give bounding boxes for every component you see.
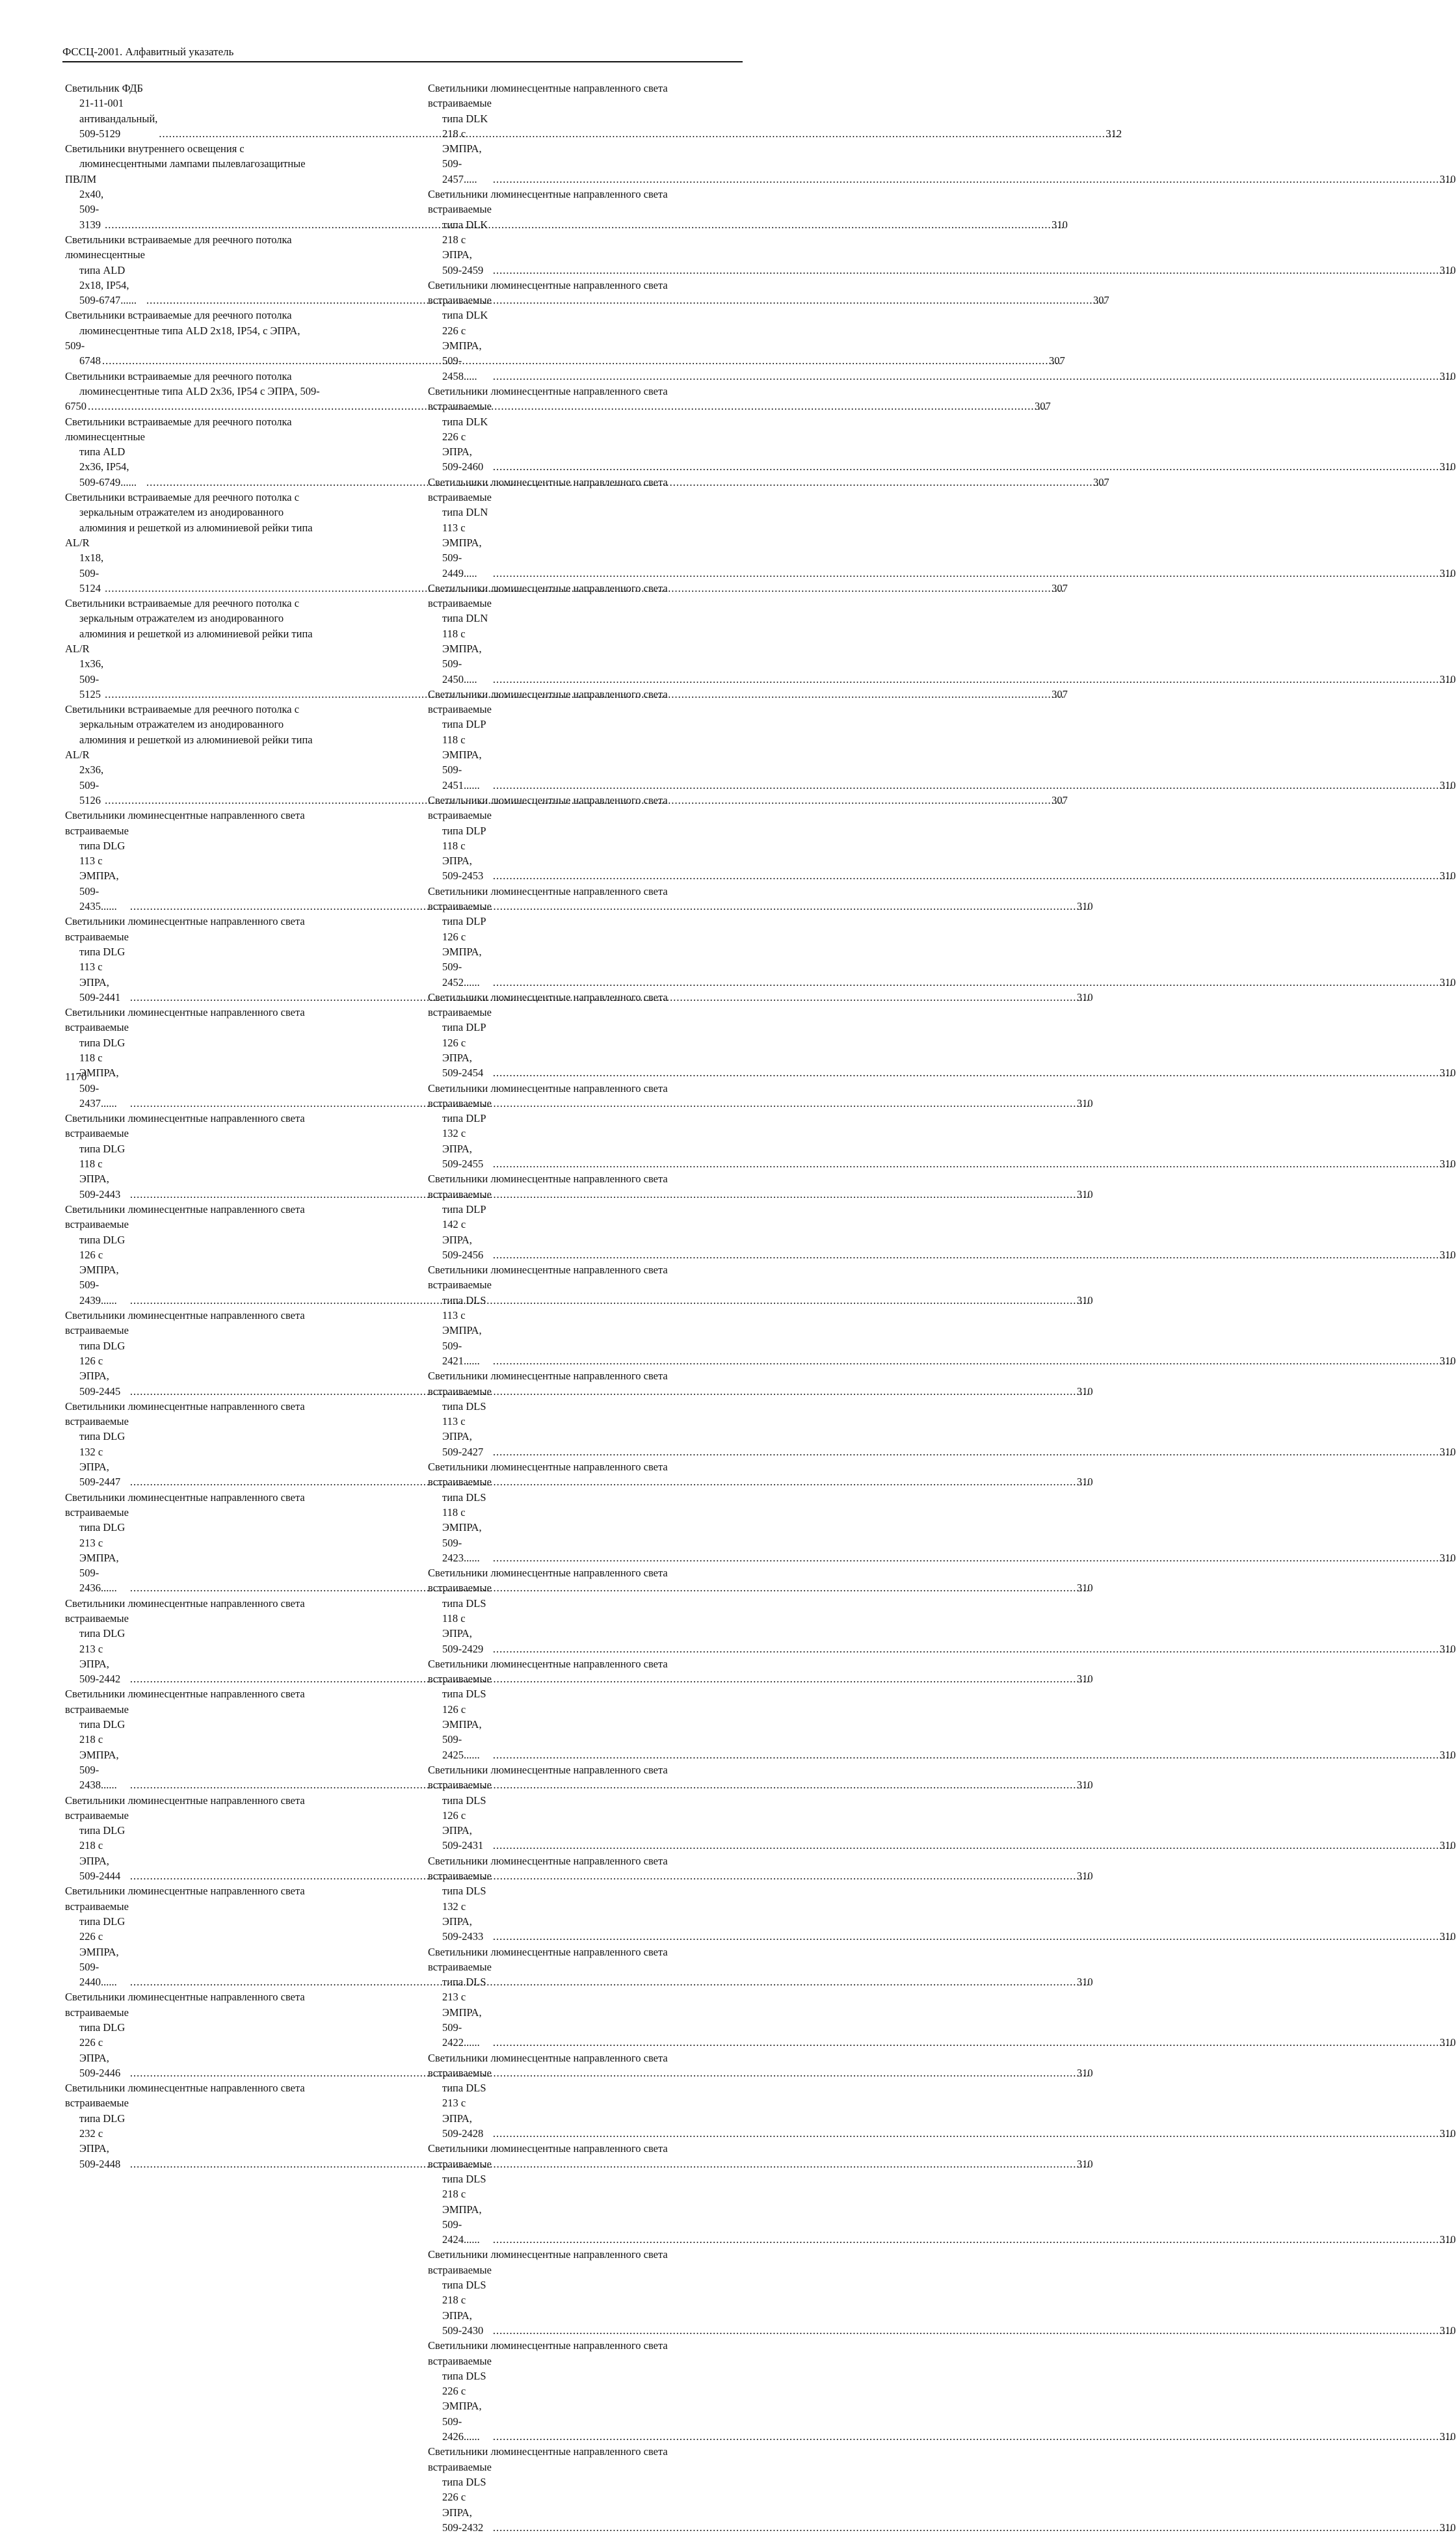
dot-leader (493, 2323, 1453, 2338)
entry-text: встраиваемые типа DLN 118 с ЭМПРА, 509-2450..... (428, 597, 492, 685)
entry-text: AL/R 1х36, 509-5125 (65, 642, 104, 700)
entry-page-number: 310 (1439, 2127, 1456, 2140)
entry-text-head: Светильники люминесцентные направленного света (428, 687, 668, 700)
dot-leader (493, 778, 1453, 793)
entry-page-number: 310 (1439, 1445, 1456, 1458)
dot-leader (493, 1838, 1453, 1853)
entry-text: 509-6748 (65, 339, 101, 367)
entry-text-head: Светильники внутреннего освещения с люминесцентными лампами пылевлагозащитные (65, 142, 306, 170)
entry-page-number: 310 (1076, 1779, 1093, 1792)
entry-text-head: Светильники встраиваемые для реечного потолка с зеркальным отражателем из анодированного алюминия и решеткой из алюминиевой рейки типа (65, 703, 313, 746)
dot-leader (493, 459, 1453, 474)
page-number: 1170 (65, 1070, 87, 1083)
entry-text-head: Светильники люминесцентные направленного света (65, 1885, 305, 1898)
entry-text: встраиваемые типа DLG 118 с ЭПРА, 509-2443 (65, 1127, 129, 1201)
entry-text: встраиваемые типа DLS 118 с ЭПРА, 509-2429 (428, 1582, 492, 1655)
entry-text-head: Светильники люминесцентные направленного света (428, 188, 668, 201)
entry-text: встраиваемые типа DLG 113 с ЭМПРА, 509-2435...... (65, 824, 129, 913)
entry-text: встраиваемые типа DLS 213 с ЭПРА, 509-2428 (428, 2066, 492, 2140)
index-entry (428, 1656, 1456, 1762)
entry-page-number: 312 (1105, 127, 1122, 140)
entry-page-number: 307 (1052, 581, 1068, 594)
entry-text: встраиваемые типа DLG 218 с ЭПРА, 509-2444 (65, 1809, 129, 1883)
entry-text-head: Светильники люминесцентные направленного света (428, 1567, 668, 1580)
entry-text-head: Светильники люминесцентные направленного света (65, 1400, 305, 1413)
dot-leader (493, 566, 1453, 581)
entry-text: встраиваемые типа DLP 118 с ЭМПРА, 509-2451...... (428, 703, 492, 791)
entry-page-number: 310 (1439, 778, 1456, 791)
entry-text-head: Светильники люминесцентные направленного света (65, 809, 305, 822)
entry-text: встраиваемые типа DLP 142 с ЭПРА, 509-2456 (428, 1188, 492, 1261)
index-entry (428, 1944, 1456, 2051)
entry-page-number: 307 (1049, 354, 1065, 367)
index-entry (428, 884, 1456, 990)
dot-leader (493, 2232, 1453, 2247)
entry-text-head: Светильники люминесцентные направленного света (65, 1688, 305, 1701)
entry-text: встраиваемые типа DLG 113 с ЭПРА, 509-2441 (65, 930, 129, 1003)
entry-text: встраиваемые типа DLK 226 с ЭМПРА, 509-2458..... (428, 294, 492, 382)
entry-text-head: Светильники встраиваемые для реечного потолка с зеркальным отражателем из анодированного алюминия и решеткой из алюминиевой рейки типа (65, 491, 313, 534)
entry-text-head: Светильники люминесцентные направленного света (428, 2445, 668, 2458)
dot-leader (493, 1550, 1453, 1565)
entry-text: встраиваемые типа DLS 213 с ЭМПРА, 509-2422...... (428, 1960, 492, 2049)
entry-text: встраиваемые типа DLS 218 с ЭПРА, 509-2430 (428, 2263, 492, 2337)
entry-page-number: 310 (1076, 1294, 1093, 1307)
entry-text-head: Светильники встраиваемые для реечного потолка люминесцентные типа ALD 2х36, IP54 с ЭПРА, 509- (65, 369, 320, 397)
entry-text-head: Светильники люминесцентные направленного света (428, 884, 668, 897)
entry-text: ПВЛМ 2х40, 509-3139 (65, 172, 104, 231)
entry-page-number: 310 (1439, 672, 1456, 685)
entry-page-number: 310 (1076, 2066, 1093, 2079)
entry-page-number: 310 (1076, 1870, 1093, 1883)
entry-text: встраиваемые типа DLK 226 с ЭПРА, 509-2460 (428, 400, 492, 473)
entry-page-number: 310 (1439, 566, 1456, 579)
dot-leader (493, 868, 1453, 883)
entry-text-head: Светильники люминесцентные направленного света (428, 1854, 668, 1867)
dot-leader (493, 369, 1453, 384)
entry-page-number: 307 (1092, 475, 1109, 488)
entry-text-head: Светильники люминесцентные направленного света (428, 2248, 668, 2261)
entry-text: встраиваемые типа DLG 213 с ЭПРА, 509-2442 (65, 1612, 129, 1686)
entry-page-number: 310 (1439, 1930, 1456, 1943)
index-entry (428, 990, 1456, 1081)
entry-text-head: Светильники люминесцентные направленного света (65, 1491, 305, 1504)
index-entry (428, 187, 1456, 278)
entry-page-number: 310 (1439, 172, 1456, 185)
entry-page-number: 310 (1076, 990, 1093, 1003)
entry-text: встраиваемые типа DLS 126 с ЭПРА, 509-2431 (428, 1779, 492, 1852)
entry-text: встраиваемые типа DLP 126 с ЭМПРА, 509-2452...... (428, 900, 492, 989)
entry-text-head: Светильники люминесцентные направленного света (428, 990, 668, 1003)
index-entry (428, 1853, 1456, 1944)
entry-text-head: Светильники люминесцентные направленного света (65, 1309, 305, 1322)
entry-text-head: Светильники люминесцентные направленного света (65, 1112, 305, 1125)
index-entry (428, 2247, 1456, 2338)
entry-page-number: 310 (1439, 1551, 1456, 1564)
entry-text-head: Светильники люминесцентные направленного света (428, 82, 668, 94)
index-entry (428, 1171, 1456, 1262)
entry-text-head: Светильники люминесцентные направленного света (65, 1202, 305, 1215)
entry-page-number: 310 (1439, 2036, 1456, 2049)
entry-text: встраиваемые типа DLP 132 с ЭПРА, 509-2455 (428, 1096, 492, 1171)
entry-text: встраиваемые типа DLS 218 с ЭМПРА, 509-2424...... (428, 2157, 492, 2246)
entry-text-head: Светильники встраиваемые для реечного потолка люминесцентные типа ALD 2х18, IP54, с ЭПРА, (65, 309, 300, 337)
entry-page-number: 310 (1439, 1248, 1456, 1261)
entry-text-head: Светильники люминесцентные направленного света (65, 2082, 305, 2095)
entry-text-head: Светильники люминесцентные направленного света (65, 915, 305, 928)
dot-leader (493, 1156, 1453, 1171)
entry-page-number: 307 (1052, 793, 1068, 806)
index-entry (428, 1459, 1456, 1565)
entry-text: люминесцентные типа ALD 2х36, IP54, 509-6749...... (65, 430, 145, 488)
entry-text-head: Светильники люминесцентные направленного света (428, 1763, 668, 1776)
dot-leader (493, 1065, 1453, 1080)
entry-text-head: Светильники люминесцентные направленного света (428, 1082, 668, 1095)
entry-page-number: 310 (1439, 1354, 1456, 1367)
entry-text: встраиваемые типа DLG 232 с ЭПРА, 509-2448 (65, 2097, 129, 2170)
index-entry (428, 2141, 1456, 2247)
entry-page-number: 310 (1076, 1188, 1093, 1201)
entry-text-head: Светильники люминесцентные направленного света (428, 1461, 668, 1474)
entry-page-number: 310 (1439, 1067, 1456, 1080)
entry-page-number: 307 (1035, 400, 1051, 413)
entry-text-head: Светильники люминесцентные направленного света (428, 2051, 668, 2064)
page-header-title: ФССЦ-2001. Алфавитный указатель (62, 46, 234, 58)
dot-leader (493, 975, 1453, 990)
entry-text: встраиваемые типа DLP 118 с ЭПРА, 509-2453 (428, 809, 492, 883)
entry-page-number: 310 (1439, 976, 1456, 989)
entry-text: встраиваемые типа DLN 113 с ЭМПРА, 509-2449..... (428, 491, 492, 579)
entry-page-number: 310 (1076, 1385, 1093, 1398)
entry-page-number: 310 (1076, 1673, 1093, 1686)
entry-text-head: Светильники люминесцентные направленного света (65, 1597, 305, 1610)
entry-page-number: 310 (1439, 2430, 1456, 2443)
dot-leader (493, 672, 1453, 687)
dot-leader (493, 263, 1453, 278)
entry-text: встраиваемые типа DLS 113 с ЭМПРА, 509-2421...... (428, 1279, 492, 1367)
entry-text-head: Светильники встраиваемые для реечного потолка (65, 415, 292, 428)
dot-leader (493, 1929, 1453, 1944)
entry-text: AL/R 1х18, 509-5124 (65, 536, 104, 594)
entry-text: встраиваемые типа DLG 218 с ЭМПРА, 509-2438...... (65, 1703, 129, 1792)
entry-text: встраиваемые типа DLP 126 с ЭПРА, 509-2454 (428, 1006, 492, 1080)
entry-page-number: 307 (1092, 294, 1109, 307)
index-entry (428, 1262, 1456, 1368)
entry-text: встраиваемые типа DLK 218 с ЭМПРА, 509-2457..... (428, 97, 492, 185)
entry-text-head: Светильники встраиваемые для реечного потолка (65, 233, 292, 246)
entry-page-number: 307 (1052, 687, 1068, 700)
entry-text: 6750 (65, 400, 86, 413)
entry-text-head: Светильники люминесцентные направленного света (428, 1264, 668, 1277)
entry-text: AL/R 2х36, 509-5126 (65, 749, 104, 806)
entry-text: встраиваемые типа DLG 226 с ЭПРА, 509-2446 (65, 2006, 129, 2079)
dot-leader (493, 1747, 1453, 1762)
entry-page-number: 310 (1076, 1976, 1093, 1989)
dot-leader (493, 2126, 1453, 2141)
index-entry (428, 1368, 1456, 1459)
entry-text: встраиваемые типа DLG 118 с ЭМПРА, 509-2437...... (65, 1021, 129, 1109)
entry-page-number: 310 (1439, 460, 1456, 473)
entry-text: встраиваемые типа DLS 126 с ЭМПРА, 509-2425...... (428, 1673, 492, 1761)
entry-page-number: 310 (1439, 1839, 1456, 1852)
entry-text: встраиваемые типа DLG 126 с ЭМПРА, 509-2439...... (65, 1218, 129, 1307)
entry-text: встраиваемые типа DLS 118 с ЭМПРА, 509-2423...... (428, 1476, 492, 1564)
entry-page-number: 310 (1076, 1582, 1093, 1595)
entry-text-head: Светильники люминесцентные направленного света (428, 475, 668, 488)
entry-text: встраиваемые типа DLG 213 с ЭМПРА, 509-2436...... (65, 1506, 129, 1595)
entry-text-head: Светильники люминесцентные направленного света (428, 793, 668, 806)
dot-leader (493, 1444, 1453, 1459)
entry-text: встраиваемые типа DLG 132 с ЭПРА, 509-2447 (65, 1415, 129, 1489)
index-entry (428, 1762, 1456, 1853)
entry-text: встраиваемые типа DLK 218 с ЭПРА, 509-2459 (428, 203, 492, 276)
entry-page-number: 310 (1439, 1748, 1456, 1761)
entry-text-head: Светильники люминесцентные направленного света (65, 1991, 305, 2004)
dot-leader (493, 172, 1453, 187)
entry-text-head: Светильники люминесцентные направленного света (428, 2142, 668, 2155)
index-entry (428, 1081, 1456, 1172)
entry-page-number: 310 (1076, 1476, 1093, 1489)
index-entry (428, 2444, 1456, 2535)
entry-page-number: 310 (1076, 2157, 1093, 2170)
entry-text: встраиваемые типа DLS 132 с ЭПРА, 509-2433 (428, 1870, 492, 1943)
entry-text: встраиваемые типа DLG 226 с ЭМПРА, 509-2440...... (65, 1900, 129, 1989)
entry-text: встраиваемые типа DLS 113 с ЭПРА, 509-2427 (428, 1385, 492, 1458)
entry-text-head: Светильники встраиваемые для реечного потолка с зеркальным отражателем из анодированного алюминия и решеткой из алюминиевой рейки типа (65, 597, 313, 640)
entry-text-head: Светильники люминесцентные направленного света (428, 384, 668, 397)
entry-page-number: 310 (1439, 2521, 1456, 2534)
entry-page-number: 310 (1439, 263, 1456, 276)
entry-text: люминесцентные типа ALD 2х18, IP54, 509-6747...... (65, 248, 145, 307)
dot-leader (493, 2520, 1453, 2535)
entry-page-number: 310 (1439, 2233, 1456, 2246)
dot-leader (493, 1247, 1453, 1262)
entry-page-number: 310 (1439, 2324, 1456, 2337)
entry-page-number: 310 (1076, 1096, 1093, 1109)
dot-leader (493, 1353, 1453, 1368)
index-entry (428, 1565, 1456, 1656)
dot-leader (493, 2429, 1453, 2444)
entry-text: встраиваемые типа DLG 126 с ЭПРА, 509-2445 (65, 1324, 129, 1398)
entry-text: Светильник ФДБ 21-11-001 антивандальный, 509-5129 (65, 82, 158, 140)
entry-text-head: Светильники люминесцентные направленного света (428, 581, 668, 594)
entry-text-head: Светильники люминесцентные направленного света (428, 2339, 668, 2352)
entry-text-head: Светильники люминесцентные направленного света (428, 278, 668, 291)
entry-text: встраиваемые типа DLS 226 с ЭПРА, 509-2432 (428, 2460, 492, 2534)
entry-page-number: 310 (1052, 218, 1068, 231)
header-rule (62, 61, 743, 62)
entry-text-head: Светильники люминесцентные направленного света (428, 1945, 668, 1958)
entry-text-head: Светильники люминесцентные направленного света (428, 1173, 668, 1186)
entry-text-head: Светильники люминесцентные направленного света (428, 1657, 668, 1670)
entry-page-number: 310 (1439, 1642, 1456, 1655)
dot-leader (493, 1641, 1453, 1656)
entry-text: встраиваемые типа DLS 226 с ЭМПРА, 509-2426...... (428, 2354, 492, 2443)
entry-page-number: 310 (1439, 369, 1456, 382)
entry-text-head: Светильники люминесцентные направленного света (428, 1370, 668, 1383)
entry-text-head: Светильники люминесцентные направленного света (65, 1006, 305, 1019)
index-entry (428, 2338, 1456, 2444)
entry-page-number: 310 (1439, 1158, 1456, 1171)
entry-page-number: 310 (1439, 869, 1456, 883)
index-entry (428, 2051, 1456, 2142)
entry-page-number: 310 (1076, 900, 1093, 913)
dot-leader (493, 2035, 1453, 2050)
entry-text-head: Светильники люминесцентные направленного света (65, 1794, 305, 1807)
